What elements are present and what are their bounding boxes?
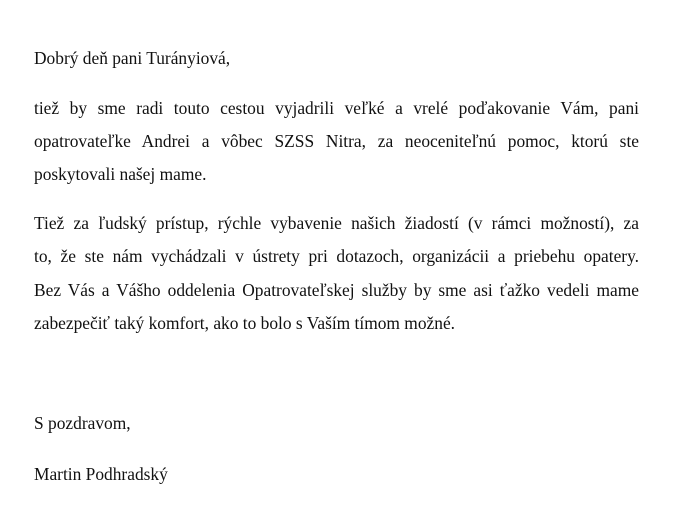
paragraph-2-line-3: Bez Vás a Vášho oddelenia Opatrovateľskej služby by sme asi ťažko vedeli mame: [34, 280, 639, 300]
paragraph-2-line-4: zabezpečiť taký komfort, ako to bolo s Vaším tímom možné.: [34, 313, 456, 333]
greeting: Dobrý deň pani Turányiová,: [34, 48, 231, 68]
paragraph-1-line-3: poskytovali našej mame.: [34, 164, 207, 184]
paragraph-2-line-1: Tiež za ľudský prístup, rýchle vybavenie našich žiadostí (v rámci možností), za: [34, 213, 639, 233]
paragraph-2-line-2: to, že ste nám vychádzali v ústrety pri dotazoch, organizácii a priebehu opatery.: [34, 246, 639, 266]
signature: Martin Podhradský: [34, 464, 168, 484]
paragraph-1-line-2: opatrovateľke Andrei a vôbec SZSS Nitra, za neoceniteľnú pomoc, ktorú ste: [34, 131, 639, 151]
closing: S pozdravom,: [34, 413, 131, 433]
paragraph-1-line-1: tiež by sme radi touto cestou vyjadrili veľké a vrelé poďakovanie Vám, pani: [34, 98, 639, 118]
